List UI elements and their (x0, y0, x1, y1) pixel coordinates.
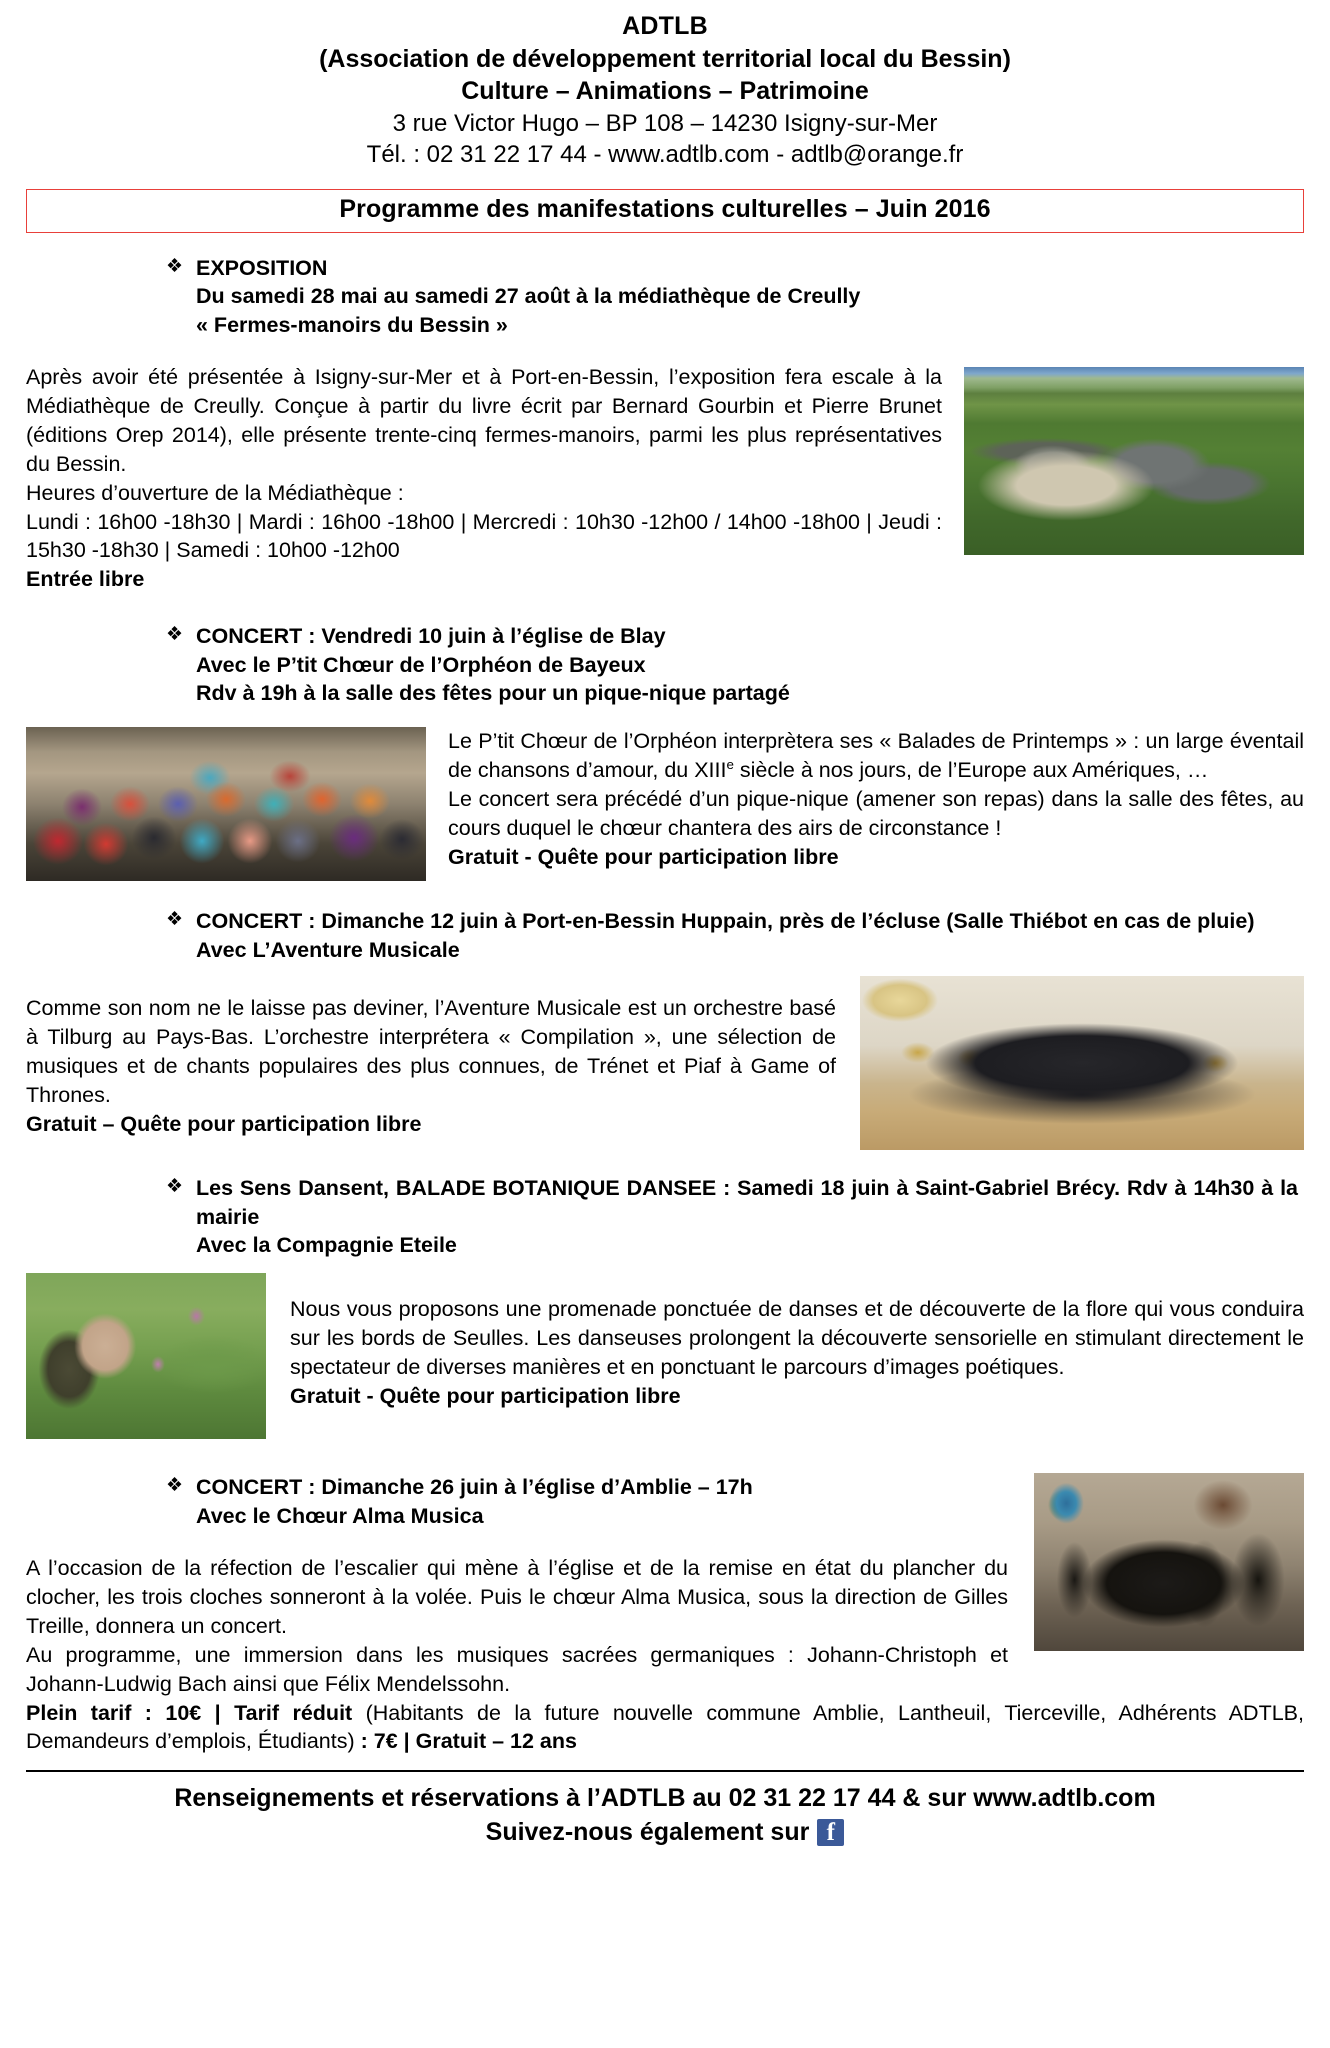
photo-balade-botanique-flore (26, 1273, 266, 1439)
price-note: Entrée libre (26, 567, 145, 592)
footer-contact-line: Renseignements et réservations à l’ADTLB au 02 31 22 17 44 & sur www.adtlb.com (174, 1784, 1156, 1813)
photo-choeur-alma-musica-eglise (1034, 1473, 1304, 1651)
footer-social-line (26, 1816, 1304, 1850)
section-body (448, 727, 1304, 785)
section-body: Après avoir été présentée à Isigny-sur-Mer et à Port-en-Bessin, l’exposition fera escale à la Médiathèque de Creully. Conçue à partir du livre écrit par Bernard Gourbin et Pierre Brunet (éditions Orep 2014), elle présente trente-cinq fermes-manoirs, parmi les plus représentatives du Bessin. (26, 365, 942, 476)
photo-aventure-musicale-orchestre (860, 976, 1304, 1150)
price-tariffs (26, 1699, 1304, 1757)
heading-line: CONCERT : Vendredi 10 juin à l’église de Blay (196, 624, 666, 649)
hours-text: Lundi : 16h00 -18h30 | Mardi : 16h00 -18h00 | Mercredi : 10h30 -12h00 / 14h00 -18h00 | Jeudi : 15h30 -18h30 | Samedi : 10h00 -12h00 (26, 509, 942, 563)
section-concert-amblie (26, 1473, 1304, 1756)
price-full-label: Plein tarif : 10€ | Tarif réduit (26, 1700, 353, 1725)
heading-line: Avec le P’tit Chœur de l’Orphéon de Bayeux (196, 652, 646, 677)
heading-line: Du samedi 28 mai au samedi 27 août à la médiathèque de Creully (196, 284, 861, 309)
diamond-bullet-icon: ❖ (166, 909, 184, 931)
heading-line: CONCERT : Dimanche 12 juin à Port-en-Bessin Huppain, près de l’écluse (Salle Thiébot en cas de pluie) (196, 909, 1255, 934)
org-fullname: (Association de développement territorial local du Bessin) (319, 44, 1011, 73)
price-note: Gratuit - Quête pour participation libre (290, 1383, 681, 1408)
section-heading (26, 622, 1304, 707)
photo-ptit-choeur-orpheon (26, 727, 426, 881)
program-title-banner (26, 189, 1304, 233)
org-contact: Tél. : 02 31 22 17 44 - www.adtlb.com - adtlb@orange.fr (366, 140, 964, 168)
footer (26, 1772, 1304, 1850)
diamond-bullet-icon: ❖ (166, 1176, 184, 1198)
heading-line: Rdv à 19h à la salle des fêtes pour un pique-nique partagé (196, 681, 790, 705)
body-text-pre: Le P’tit Chœur de l’Orphéon interprètera ses « Balades de Printemps » : un large éventail de chansons d’amour, du XIII (448, 729, 1304, 783)
section-heading (26, 1473, 1008, 1530)
heading-line: EXPOSITION (196, 255, 328, 280)
price-note: Gratuit - Quête pour participation libre (448, 845, 839, 869)
ordinal-suffix: e (726, 757, 734, 773)
section-balade-botanique (26, 1174, 1304, 1439)
diamond-bullet-icon: ❖ (166, 624, 184, 646)
hours-label: Heures d’ouverture de la Médiathèque : (26, 480, 404, 505)
heading-line: Avec le Chœur Alma Musica (196, 1503, 484, 1528)
page-title: Programme des manifestations culturelles – Juin 2016 (339, 195, 991, 224)
price-detail: (Habitants de la future nouvelle commune Amblie, Lantheuil, Tierceville, Adhérents ADTLB, Demandeurs d’emplois, Étudiants) (26, 1700, 1304, 1754)
section-concert-blay (26, 622, 1304, 881)
heading-line: Avec L’Aventure Musicale (196, 937, 460, 962)
section-heading (26, 907, 1304, 964)
section-exposition (26, 254, 1304, 594)
body-text-post: siècle à nos jours, de l’Europe aux Amériques, … (733, 758, 1209, 783)
section-heading (26, 254, 1304, 339)
price-note: Gratuit – Quête pour participation libre (26, 1111, 422, 1136)
section-body-1: A l’occasion de la réfection de l’escalier qui mène à l’église et de la remise en état du plancher du clocher, les trois cloches sonneront à la volée. Puis le chœur Alma Musica, sous la direction de Gilles Treille, donnera un concert. (26, 1556, 1008, 1638)
letterhead (26, 0, 1304, 170)
diamond-bullet-icon: ❖ (166, 1475, 184, 1497)
heading-line: « Fermes-manoirs du Bessin » (196, 312, 508, 337)
section-body-2: Le concert sera précédé d’un pique-nique (amener son repas) dans la salle des fêtes, au cours duquel le chœur chantera des airs de circonstance ! (448, 787, 1304, 841)
photo-ferme-manoir-aerienne (964, 367, 1304, 555)
price-reduced-label: : 7€ | Gratuit – 12 ans (354, 1729, 577, 1754)
heading-line: Les Sens Dansent, BALADE BOTANIQUE DANSEE : Samedi 18 juin à Saint-Gabriel Brécy. Rdv à 14h30 à la mairie (196, 1176, 1298, 1229)
footer-social-label: Suivez-nous également sur (485, 1818, 810, 1847)
org-acronym: ADTLB (622, 12, 708, 40)
section-heading (26, 1174, 1304, 1259)
section-body-2: Au programme, une immersion dans les musiques sacrées germaniques : Johann-Christoph et Johann-Ludwig Bach ainsi que Félix Mendelssohn. (26, 1642, 1008, 1696)
facebook-icon[interactable] (817, 1819, 844, 1846)
heading-line: CONCERT : Dimanche 26 juin à l’église d’Amblie – 17h (196, 1475, 753, 1500)
section-body: Nous vous proposons une promenade ponctuée de danses et de découverte de la flore qui vous conduira sur les bords de Seulles. Les danseuses prolongent la découverte sensorielle en stimulant directement le spectateur de diverses manières et en ponctuant le parcours d’images poétiques. (290, 1297, 1304, 1380)
section-concert-port-en-bessin (26, 907, 1304, 1150)
org-tagline: Culture – Animations – Patrimoine (461, 77, 869, 105)
section-body: Comme son nom ne le laisse pas deviner, l’Aventure Musicale est un orchestre basé à Tilburg au Pays-Bas. L’orchestre interprétera « Compilation », une sélection de musiques et de chants populaires des plus connues, de Trénet et Piaf à Game of Thrones. (26, 996, 836, 1107)
heading-line: Avec la Compagnie Eteile (196, 1232, 457, 1257)
diamond-bullet-icon: ❖ (166, 255, 184, 277)
org-address: 3 rue Victor Hugo – BP 108 – 14230 Isigny-sur-Mer (392, 109, 938, 137)
